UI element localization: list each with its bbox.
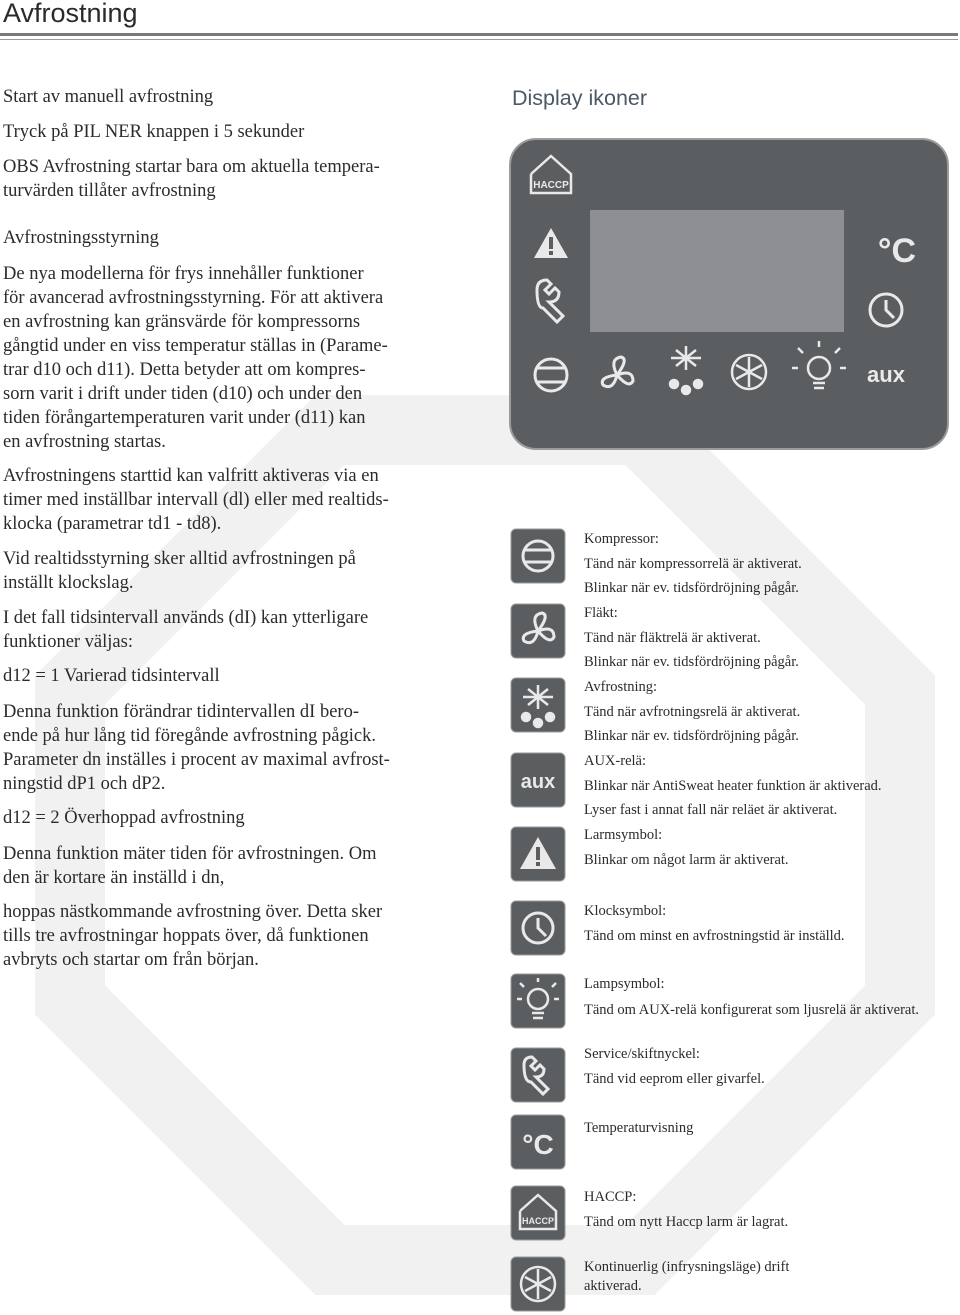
legend-celsius-label: °C <box>522 1129 554 1160</box>
legend-defrost-icon <box>510 677 566 733</box>
text-line: I det fall tidsintervall används (dI) kan ytterligare <box>3 608 369 628</box>
manual-defrost-heading: Start av manuell avfrostning <box>3 87 214 107</box>
legend-title: Temperaturvisning <box>584 1120 694 1136</box>
text-line: funktioner väljas: <box>3 632 133 652</box>
haccp-label: HACCP <box>533 180 569 191</box>
legend-line: Blinkar när ev. tidsfördröjning pågår. <box>584 580 799 597</box>
legend-temp-text <box>584 1116 954 1141</box>
text-line: en avfrostning kan gränsvärde för kompressorns <box>3 312 361 332</box>
text-line: tiden förångartemperaturen varit under (d11) kan <box>3 408 366 428</box>
legend-lamp-icon <box>510 973 566 1029</box>
paragraph-2 <box>3 464 473 536</box>
legend-line: Tänd om nytt Haccp larm är lagrat. <box>584 1213 789 1230</box>
header-rule <box>0 33 958 36</box>
text-line: d12 = 2 Överhoppad avfrostning <box>3 808 245 828</box>
legend-line: Tänd när kompressorrelä är aktiverat. <box>584 555 802 572</box>
legend-aux-label: aux <box>520 771 556 793</box>
legend-clock-text <box>584 899 954 948</box>
text-line: klocka (parametrar td1 - td8). <box>3 514 222 534</box>
legend-aux-icon <box>510 752 566 808</box>
legend-alarm-text <box>584 823 954 872</box>
text-line: inställt klockslag. <box>3 573 134 593</box>
legend-haccp-icon <box>510 1185 566 1241</box>
paragraph-3 <box>3 547 473 595</box>
text-line: sorn varit i drift under tiden (d10) och under den <box>3 384 363 404</box>
legend-service-text <box>584 1042 954 1091</box>
legend-line: Blinkar när ev. tidsfördröjning pågår. <box>584 654 799 671</box>
text-line: ende på hur lång tid föregånde avfrostning pågick. <box>3 726 376 746</box>
legend-compressor-text <box>584 527 954 601</box>
legend-title: AUX-relä: <box>584 753 647 769</box>
text-line: för avancerad avfrostningsstyrning. För att aktivera <box>3 288 384 308</box>
legend-fan-icon <box>510 603 566 659</box>
obs-line: OBS Avfrostning startar bara om aktuella tempera- <box>3 157 380 177</box>
legend-defrost-text <box>584 675 954 749</box>
legend-title: Fläkt: <box>584 605 618 621</box>
text-line: Denna funktion förändrar tidintervallen dI bero- <box>3 702 359 722</box>
legend-fan-text <box>584 601 954 675</box>
legend-celsius-icon <box>510 1114 566 1170</box>
legend-title: HACCP: <box>584 1189 637 1205</box>
text-line: hoppas nästkommande avfrostning över. Detta sker <box>3 902 383 922</box>
d12-option-1 <box>3 664 473 688</box>
text-line: timer med inställbar intervall (dl) eller med realtids- <box>3 490 389 510</box>
paragraph-4 <box>3 606 473 654</box>
display-screen <box>590 210 844 332</box>
text-line: tills tre avfrostningar hoppats över, då funktionen <box>3 926 369 946</box>
header-rule-thin <box>0 39 958 40</box>
legend-wrench-icon <box>510 1047 566 1103</box>
controller-display-panel <box>509 138 949 450</box>
legend-line: Kontinuerlig (infrysningsläge) drift aktiverad. <box>584 1259 790 1294</box>
text-line: trar d10 och d11). Detta betyder att om kompres- <box>3 360 366 380</box>
manual-defrost-instruction: Tryck på PIL NER knappen i 5 sekunder <box>3 122 305 142</box>
text-line: avbryts och startar om från början. <box>3 950 259 970</box>
obs-note <box>3 155 473 203</box>
text-line: De nya modellerna för frys innehåller funktioner <box>3 264 364 284</box>
defrost-control-heading-block <box>3 226 473 250</box>
legend-aux-text <box>584 749 954 823</box>
legend-line: Tänd om minst en avfrostningstid är inställd. <box>584 927 845 944</box>
legend-alarm-icon <box>510 826 566 882</box>
legend-clock-icon <box>510 900 566 956</box>
legend-title: Larmsymbol: <box>584 827 663 843</box>
celsius-icon: °C <box>877 232 917 270</box>
legend-haccp-label: HACCP <box>521 1216 555 1226</box>
obs-line: turvärden tillåter avfrostning <box>3 181 216 201</box>
text-line: en avfrostning startas. <box>3 432 166 452</box>
text-line: Avfrostningens starttid kan valfritt aktiveras via en <box>3 466 379 486</box>
legend-title: Kompressor: <box>584 531 659 547</box>
legend-title: Lampsymbol: <box>584 976 665 992</box>
legend-line: Blinkar när AntiSweat heater funktion är aktiverad. <box>584 777 882 794</box>
legend-line: Blinkar om något larm är aktiverat. <box>584 851 789 868</box>
legend-snowflake-icon <box>510 1256 566 1312</box>
defrost-control-heading: Avfrostningsstyrning <box>3 228 159 248</box>
legend-line: Tänd när fläktrelä är aktiverat. <box>584 629 761 646</box>
text-line: Parameter dn inställes i procent av maximal avfrost- <box>3 750 390 770</box>
legend-lamp-text <box>584 972 954 1020</box>
d12-option-2 <box>3 806 473 830</box>
legend-haccp-text <box>584 1185 954 1234</box>
manual-defrost-instruction-block <box>3 120 473 144</box>
legend-line: Tänd om AUX-relä konfigurerat som ljusrelä är aktiverat. <box>584 1001 919 1018</box>
legend-compressor-icon <box>510 528 566 584</box>
legend-line: Lyser fast i annat fall när reläet är aktiverat. <box>584 802 838 819</box>
aux-icon: aux <box>867 362 905 387</box>
legend-title: Avfrostning: <box>584 679 658 695</box>
text-line: ningstid dP1 och dP2. <box>3 774 166 794</box>
paragraph-6 <box>3 842 473 890</box>
text-line: Denna funktion mäter tiden för avfrostningen. Om <box>3 844 377 864</box>
text-line: d12 = 1 Varierad tidsintervall <box>3 666 220 686</box>
legend-continuous-text <box>584 1258 954 1296</box>
text-line: gångtid under en viss temperatur ställas in (Parame- <box>3 336 388 356</box>
paragraph-1 <box>3 262 473 454</box>
page-title: Avfrostning <box>3 0 138 28</box>
legend-line: Tänd när avfrotningsrelä är aktiverat. <box>584 703 801 720</box>
text-line: Vid realtidsstyrning sker alltid avfrostningen på <box>3 549 356 569</box>
manual-defrost-section <box>3 85 473 109</box>
display-icons-heading: Display ikoner <box>512 86 648 110</box>
legend-line: Blinkar när ev. tidsfördröjning pågår. <box>584 728 799 745</box>
paragraph-7 <box>3 900 473 972</box>
paragraph-5 <box>3 700 473 796</box>
legend-title: Klocksymbol: <box>584 903 667 919</box>
legend-line: Tänd vid eeprom eller givarfel. <box>584 1070 765 1087</box>
legend-title: Service/skiftnyckel: <box>584 1046 700 1062</box>
text-line: den är kortare än inställd i dn, <box>3 868 225 888</box>
